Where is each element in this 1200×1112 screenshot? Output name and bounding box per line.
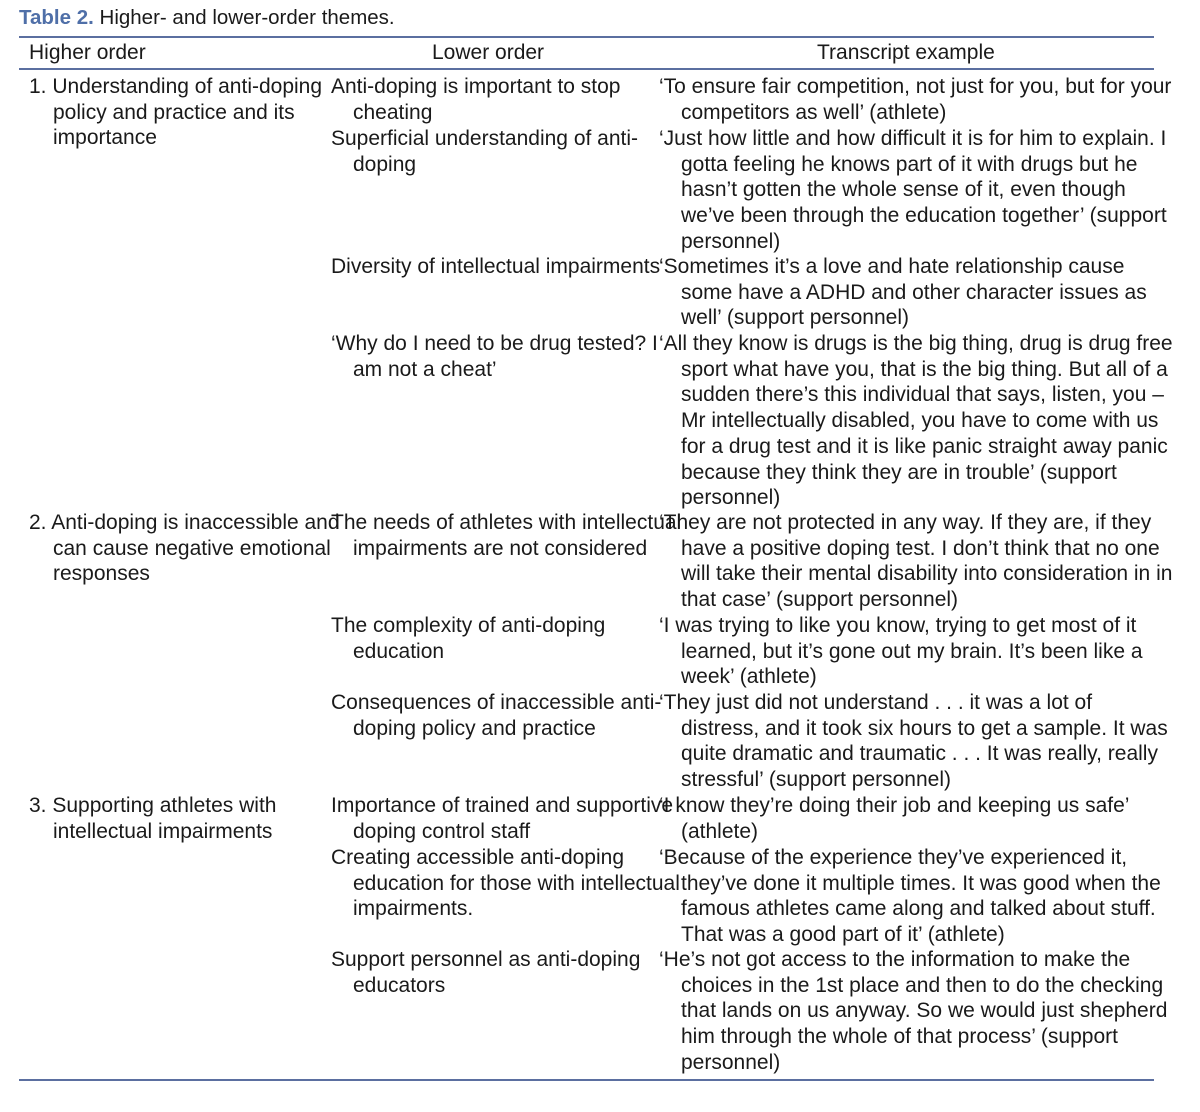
lower-order-theme: Diversity of intellectual impairments <box>331 255 661 278</box>
transcript-example: ‘All they know is drugs is the big thing, drug is drug free sport what have you, that is the big thing. But all of a sudden there’s this individual that says, listen, you – Mr intellectually disabled, you have to come with us for a drug test and it is like panic straight away panic because they think they are in trouble’ (support personnel) <box>659 332 1173 510</box>
transcript-example: ‘To ensure fair competition, not just for you, but for your competitors as well’ (athlete) <box>659 75 1172 124</box>
transcript-example: ‘Just how little and how difficult it is for him to explain. I gotta feeling he knows part of it with drugs but he hasn’t gotten the whole sense of it, even though we’ve been through the education together’ (support personnel) <box>659 127 1167 253</box>
transcript-example: ‘Because of the experience they’ve experienced it, they’ve done it multiple times. It was good when the famous athletes came along and talked about stuff. That was a good part of it’ (athlete) <box>659 846 1161 947</box>
transcript-example: ‘He’s not got access to the information to make the choices in the 1st place and then to do the checking that lands on us anyway. So we would just shepherd him through the whole of that process’ (support personnel) <box>659 948 1168 1074</box>
transcript-example: ‘I was trying to like you know, trying to get most of it learned, but it’s gone out my brain. It’s been like a week’ (athlete) <box>659 614 1143 689</box>
higher-order-theme-3: 3. Supporting athletes with intellectual impairments <box>29 794 277 843</box>
lower-order-theme: Anti-doping is important to stop cheating <box>331 75 621 124</box>
transcript-example: ‘I know they’re doing their job and keeping us safe’ (athlete) <box>659 794 1129 843</box>
transcript-example: ‘They just did not understand . . . it was a lot of distress, and it took six hours to get a sample. It was quite dramatic and traumatic . . . It was really, really stressful’ (support personnel) <box>659 691 1168 792</box>
table-caption <box>19 3 395 33</box>
lower-order-theme: Creating accessible anti-doping education for those with intellectual impairments. <box>331 846 680 921</box>
table-header-rule <box>19 68 1154 70</box>
lower-order-theme: The complexity of anti-doping education <box>331 614 606 663</box>
lower-order-theme: Importance of trained and supportive doping control staff <box>331 794 674 843</box>
header-higher-order: Higher order <box>29 41 146 64</box>
table-caption-text: Higher- and lower-order themes. <box>93 6 395 29</box>
table-bottom-rule <box>19 1079 1154 1081</box>
higher-order-theme-2: 2. Anti-doping is inaccessible and can cause negative emotional responses <box>29 511 340 586</box>
transcript-example: ‘Sometimes it’s a love and hate relationship cause some have a ADHD and other character issues as well’ (support personnel) <box>659 255 1147 330</box>
lower-order-theme: Support personnel as anti-doping educators <box>331 948 641 997</box>
lower-order-theme: The needs of athletes with intellectual impairments are not considered <box>331 511 682 560</box>
header-lower-order: Lower order <box>432 41 545 64</box>
header-transcript-example: Transcript example <box>817 41 995 64</box>
table-caption-label: Table 2. <box>19 6 94 29</box>
transcript-example: ‘They are not protected in any way. If they are, if they have a positive doping test. I don’t think that no one will take their mental disability into consideration in in that case’ (support personnel) <box>659 511 1173 612</box>
higher-order-theme-1: 1. Understanding of anti-doping policy and practice and its importance <box>29 75 323 150</box>
lower-order-theme: ‘Why do I need to be drug tested? I am not a cheat’ <box>331 332 658 381</box>
lower-order-theme: Superficial understanding of anti-doping <box>331 127 639 176</box>
lower-order-theme: Consequences of inaccessible anti-doping policy and practice <box>331 691 662 740</box>
